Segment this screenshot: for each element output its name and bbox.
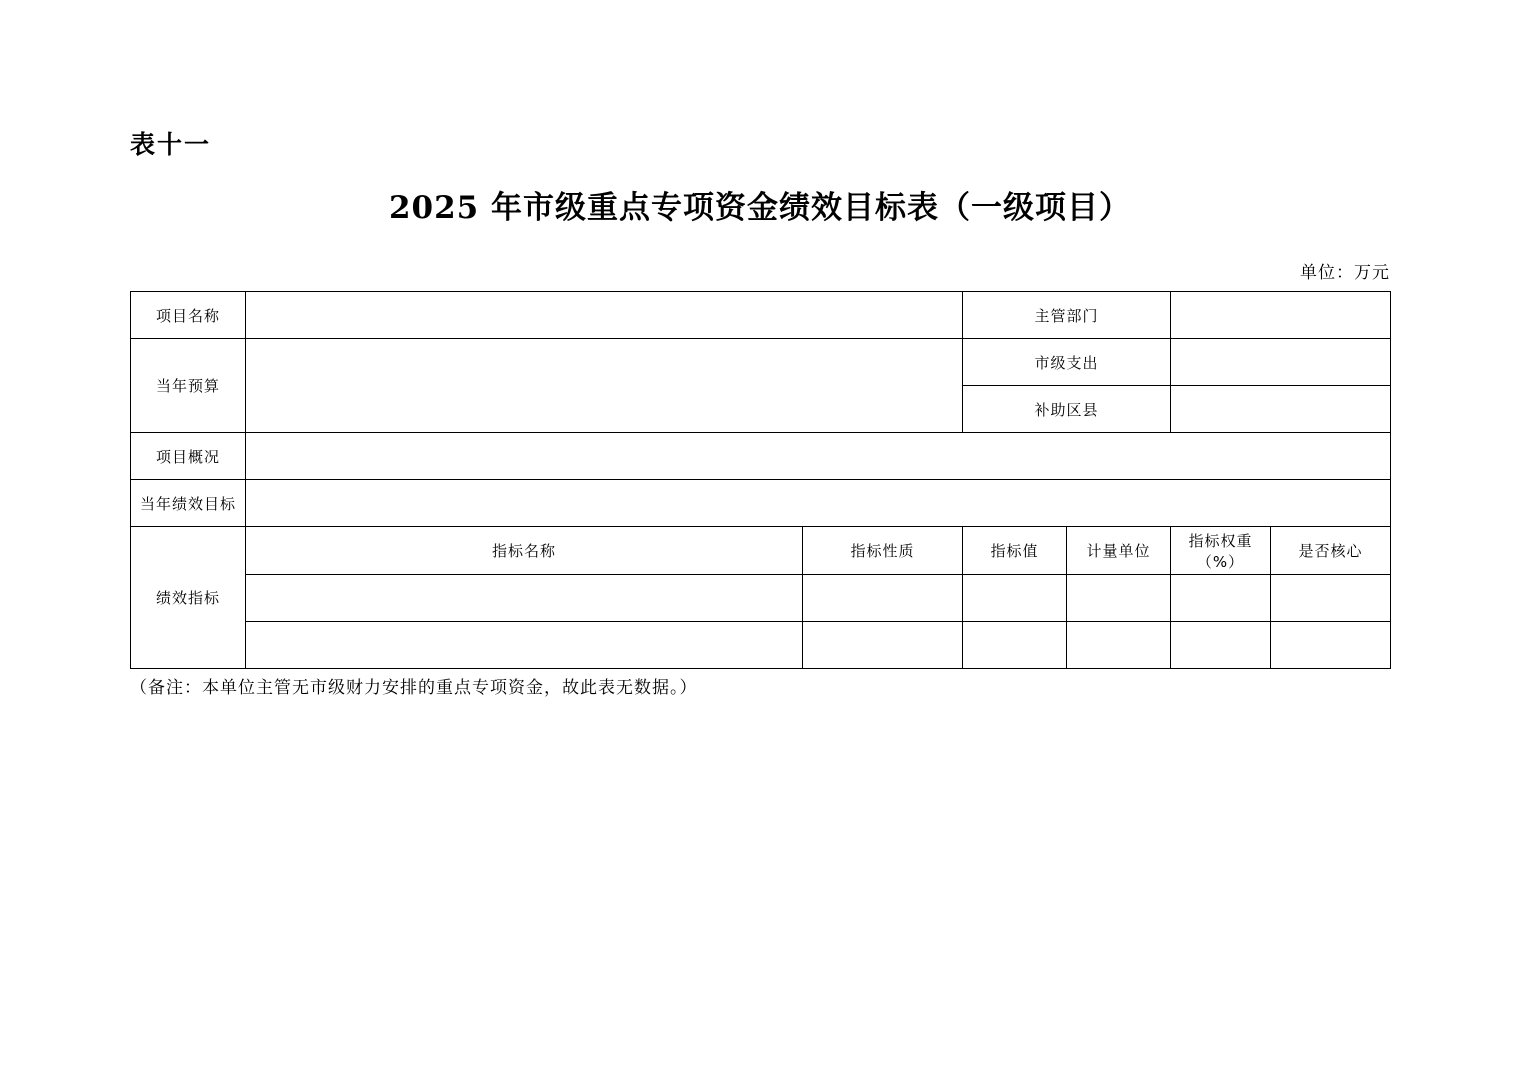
project-name-label: 项目名称 (131, 292, 246, 339)
indicator-cell-nature[interactable] (803, 622, 963, 669)
city-expenditure-value[interactable] (1171, 339, 1391, 386)
indicator-cell-name[interactable] (246, 622, 803, 669)
performance-target-table (130, 291, 1391, 669)
form-number-label: 表十一 (130, 130, 212, 159)
indicator-header-core: 是否核心 (1271, 527, 1391, 575)
indicator-cell-weight[interactable] (1171, 575, 1271, 622)
indicator-cell-core[interactable] (1271, 575, 1391, 622)
indicator-cell-nature[interactable] (803, 575, 963, 622)
budget-label: 当年预算 (131, 339, 246, 433)
indicator-cell-value[interactable] (963, 622, 1067, 669)
subsidy-district-label: 补助区县 (963, 386, 1171, 433)
department-label: 主管部门 (963, 292, 1171, 339)
project-name-value[interactable] (246, 292, 963, 339)
indicator-cell-unit[interactable] (1067, 575, 1171, 622)
indicator-cell-value[interactable] (963, 575, 1067, 622)
annual-target-label: 当年绩效目标 (131, 480, 246, 527)
indicator-cell-name[interactable] (246, 575, 803, 622)
department-value[interactable] (1171, 292, 1391, 339)
footnote: （备注：本单位主管无市级财力安排的重点专项资金，故此表无数据。） (130, 678, 698, 698)
indicator-header-unit: 计量单位 (1067, 527, 1171, 575)
indicator-header-nature: 指标性质 (803, 527, 963, 575)
indicator-cell-unit[interactable] (1067, 622, 1171, 669)
table-row (131, 480, 1391, 527)
table-row (131, 339, 1391, 386)
table-row (131, 527, 1391, 575)
table-row (131, 575, 1391, 622)
table-row (131, 292, 1391, 339)
budget-value[interactable] (246, 339, 963, 433)
table-row (131, 433, 1391, 480)
page-title: 2025 年市级重点专项资金绩效目标表（一级项目） (388, 190, 1132, 226)
annual-target-value[interactable] (246, 480, 1391, 527)
city-expenditure-label: 市级支出 (963, 339, 1171, 386)
unit-note: 单位：万元 (1300, 263, 1390, 283)
project-overview-label: 项目概况 (131, 433, 246, 480)
indicator-header-name: 指标名称 (246, 527, 803, 575)
indicator-cell-core[interactable] (1271, 622, 1391, 669)
indicator-header-value: 指标值 (963, 527, 1067, 575)
table-row (131, 622, 1391, 669)
project-overview-value[interactable] (246, 433, 1391, 480)
indicator-cell-weight[interactable] (1171, 622, 1271, 669)
indicator-header-weight: 指标权重（%） (1171, 527, 1271, 575)
performance-indicator-label: 绩效指标 (131, 527, 246, 669)
subsidy-district-value[interactable] (1171, 386, 1391, 433)
